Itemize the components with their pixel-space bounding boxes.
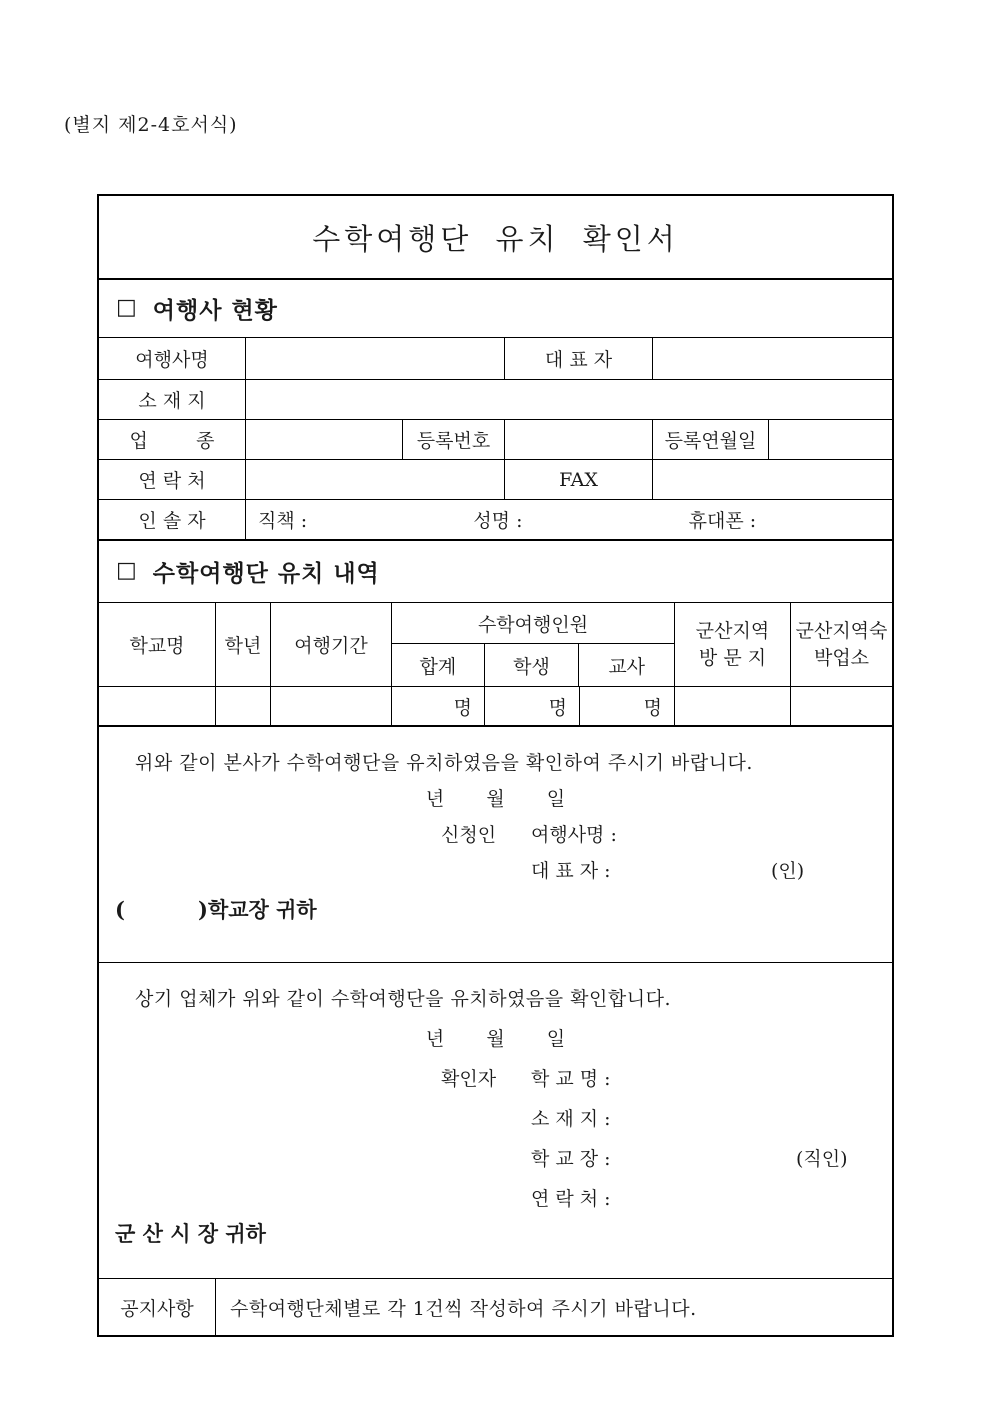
fax-value [653,460,892,499]
lodging-line2: 박업소 [813,646,870,669]
applicant-date-line: 년 월 일 [425,788,566,810]
ceo-label: 대 표 자 [505,338,653,379]
leader-job-label: 직책 : [258,510,308,532]
form-note: (별지 제2-4호서식) [64,114,238,136]
applicant-agency-line [99,823,892,848]
seal-mark: (인) [771,860,805,882]
confirmer-recipient: 군 산 시 장 귀하 [115,1221,266,1246]
notice-label: 공지사항 [99,1279,216,1335]
agency-heading-label: 여행사 현황 [152,298,278,324]
ceo-value [653,338,892,379]
visit-site-line1: 군산지역 [695,619,770,642]
grade-value [216,687,271,725]
students-col-header: 학생 [485,644,580,686]
agency-name-label: 여행사명 [99,338,246,379]
applicant-recipient: ( )학교장 귀하 [115,897,317,922]
detail-heading-label: 수학여행단 유치 내역 [152,561,380,587]
notice-text: 수학여행단체별로 각 1건씩 작성하여 주시기 바랍니다. [230,1297,697,1320]
applicant-label: 신청인 [441,824,497,846]
business-type-row [99,420,892,460]
detail-entry-row [99,687,892,727]
fax-label: FAX [505,460,653,499]
school-value [99,687,216,725]
lodging-line1: 군산지역숙 [795,619,888,642]
applicant-agency-label: 여행사명 : [531,824,617,846]
confirmer-contact-line: 연 락 처 : [531,1188,611,1210]
reg-no-value [505,420,653,459]
leader-phone-label: 휴대폰 : [688,510,757,532]
visit-site-value [675,687,791,725]
contact-value [246,460,505,499]
business-type-value [246,420,403,459]
confirmer-principal-label: 학 교 장 : [531,1148,611,1170]
leader-label: 인 솔 자 [99,500,246,539]
people-subheaders [392,644,674,686]
section-heading-detail [99,541,892,603]
agency-name-value [246,338,505,379]
confirmer-block [99,987,892,1279]
checkbox-icon: □ [116,558,138,583]
people-group-header: 수학여행인원 [392,603,674,644]
school-col-header: 학교명 [99,603,216,686]
leader-detail-cell [246,500,892,539]
period-value [271,687,392,725]
total-col-header: 합계 [392,644,485,686]
teachers-value: 명 [580,687,675,725]
notice-row [99,1279,892,1335]
address-value [246,380,892,419]
confirmer-principal-line [99,1147,892,1172]
reg-date-label: 등록연월일 [653,420,769,459]
applicant-ceo-line [99,859,892,884]
applicant-ceo-label: 대 표 자 : [531,860,611,882]
form-title: 수학여행단 유치 확인서 [99,196,892,280]
lodging-col-header [791,603,892,686]
leader-name-label: 성명 : [473,510,523,532]
confirmer-school-label: 학 교 명 : [531,1068,611,1090]
applicant-statement: 위와 같이 본사가 수학여행단을 유치하였음을 확인하여 주시기 바랍니다. [135,752,753,774]
visit-site-col-header [675,603,791,686]
leader-row [99,500,892,541]
confirmer-school-line [99,1067,892,1092]
teachers-col-header: 교사 [608,655,646,678]
total-value: 명 [392,687,485,725]
reg-date-value [769,420,892,459]
students-value: 명 [485,687,580,725]
contact-row [99,460,892,500]
contact-label: 연 락 처 [99,460,246,499]
address-label: 소 재 지 [99,380,246,419]
people-col-group [392,603,675,686]
business-type-label: 업 종 [99,420,246,459]
confirmation-form [97,194,894,1337]
checkbox-icon: □ [116,295,138,320]
confirmer-date-line: 년 월 일 [425,1028,566,1050]
address-row [99,380,892,420]
detail-table-header [99,603,892,687]
visit-site-line2: 방 문 지 [698,646,767,669]
period-col-header: 여행기간 [271,603,392,686]
grade-col-header: 학년 [216,603,271,686]
lodging-value [791,687,892,725]
agency-name-row [99,338,892,380]
confirmer-label: 확인자 [441,1068,497,1090]
confirmer-statement: 상기 업체가 위와 같이 수학여행단을 유치하였음을 확인합니다. [135,988,671,1010]
applicant-block [99,751,892,963]
section-heading-agency [99,280,892,338]
reg-no-label: 등록번호 [403,420,505,459]
official-seal-mark: (직인) [796,1148,848,1170]
confirmer-address-line: 소 재 지 : [531,1108,611,1130]
